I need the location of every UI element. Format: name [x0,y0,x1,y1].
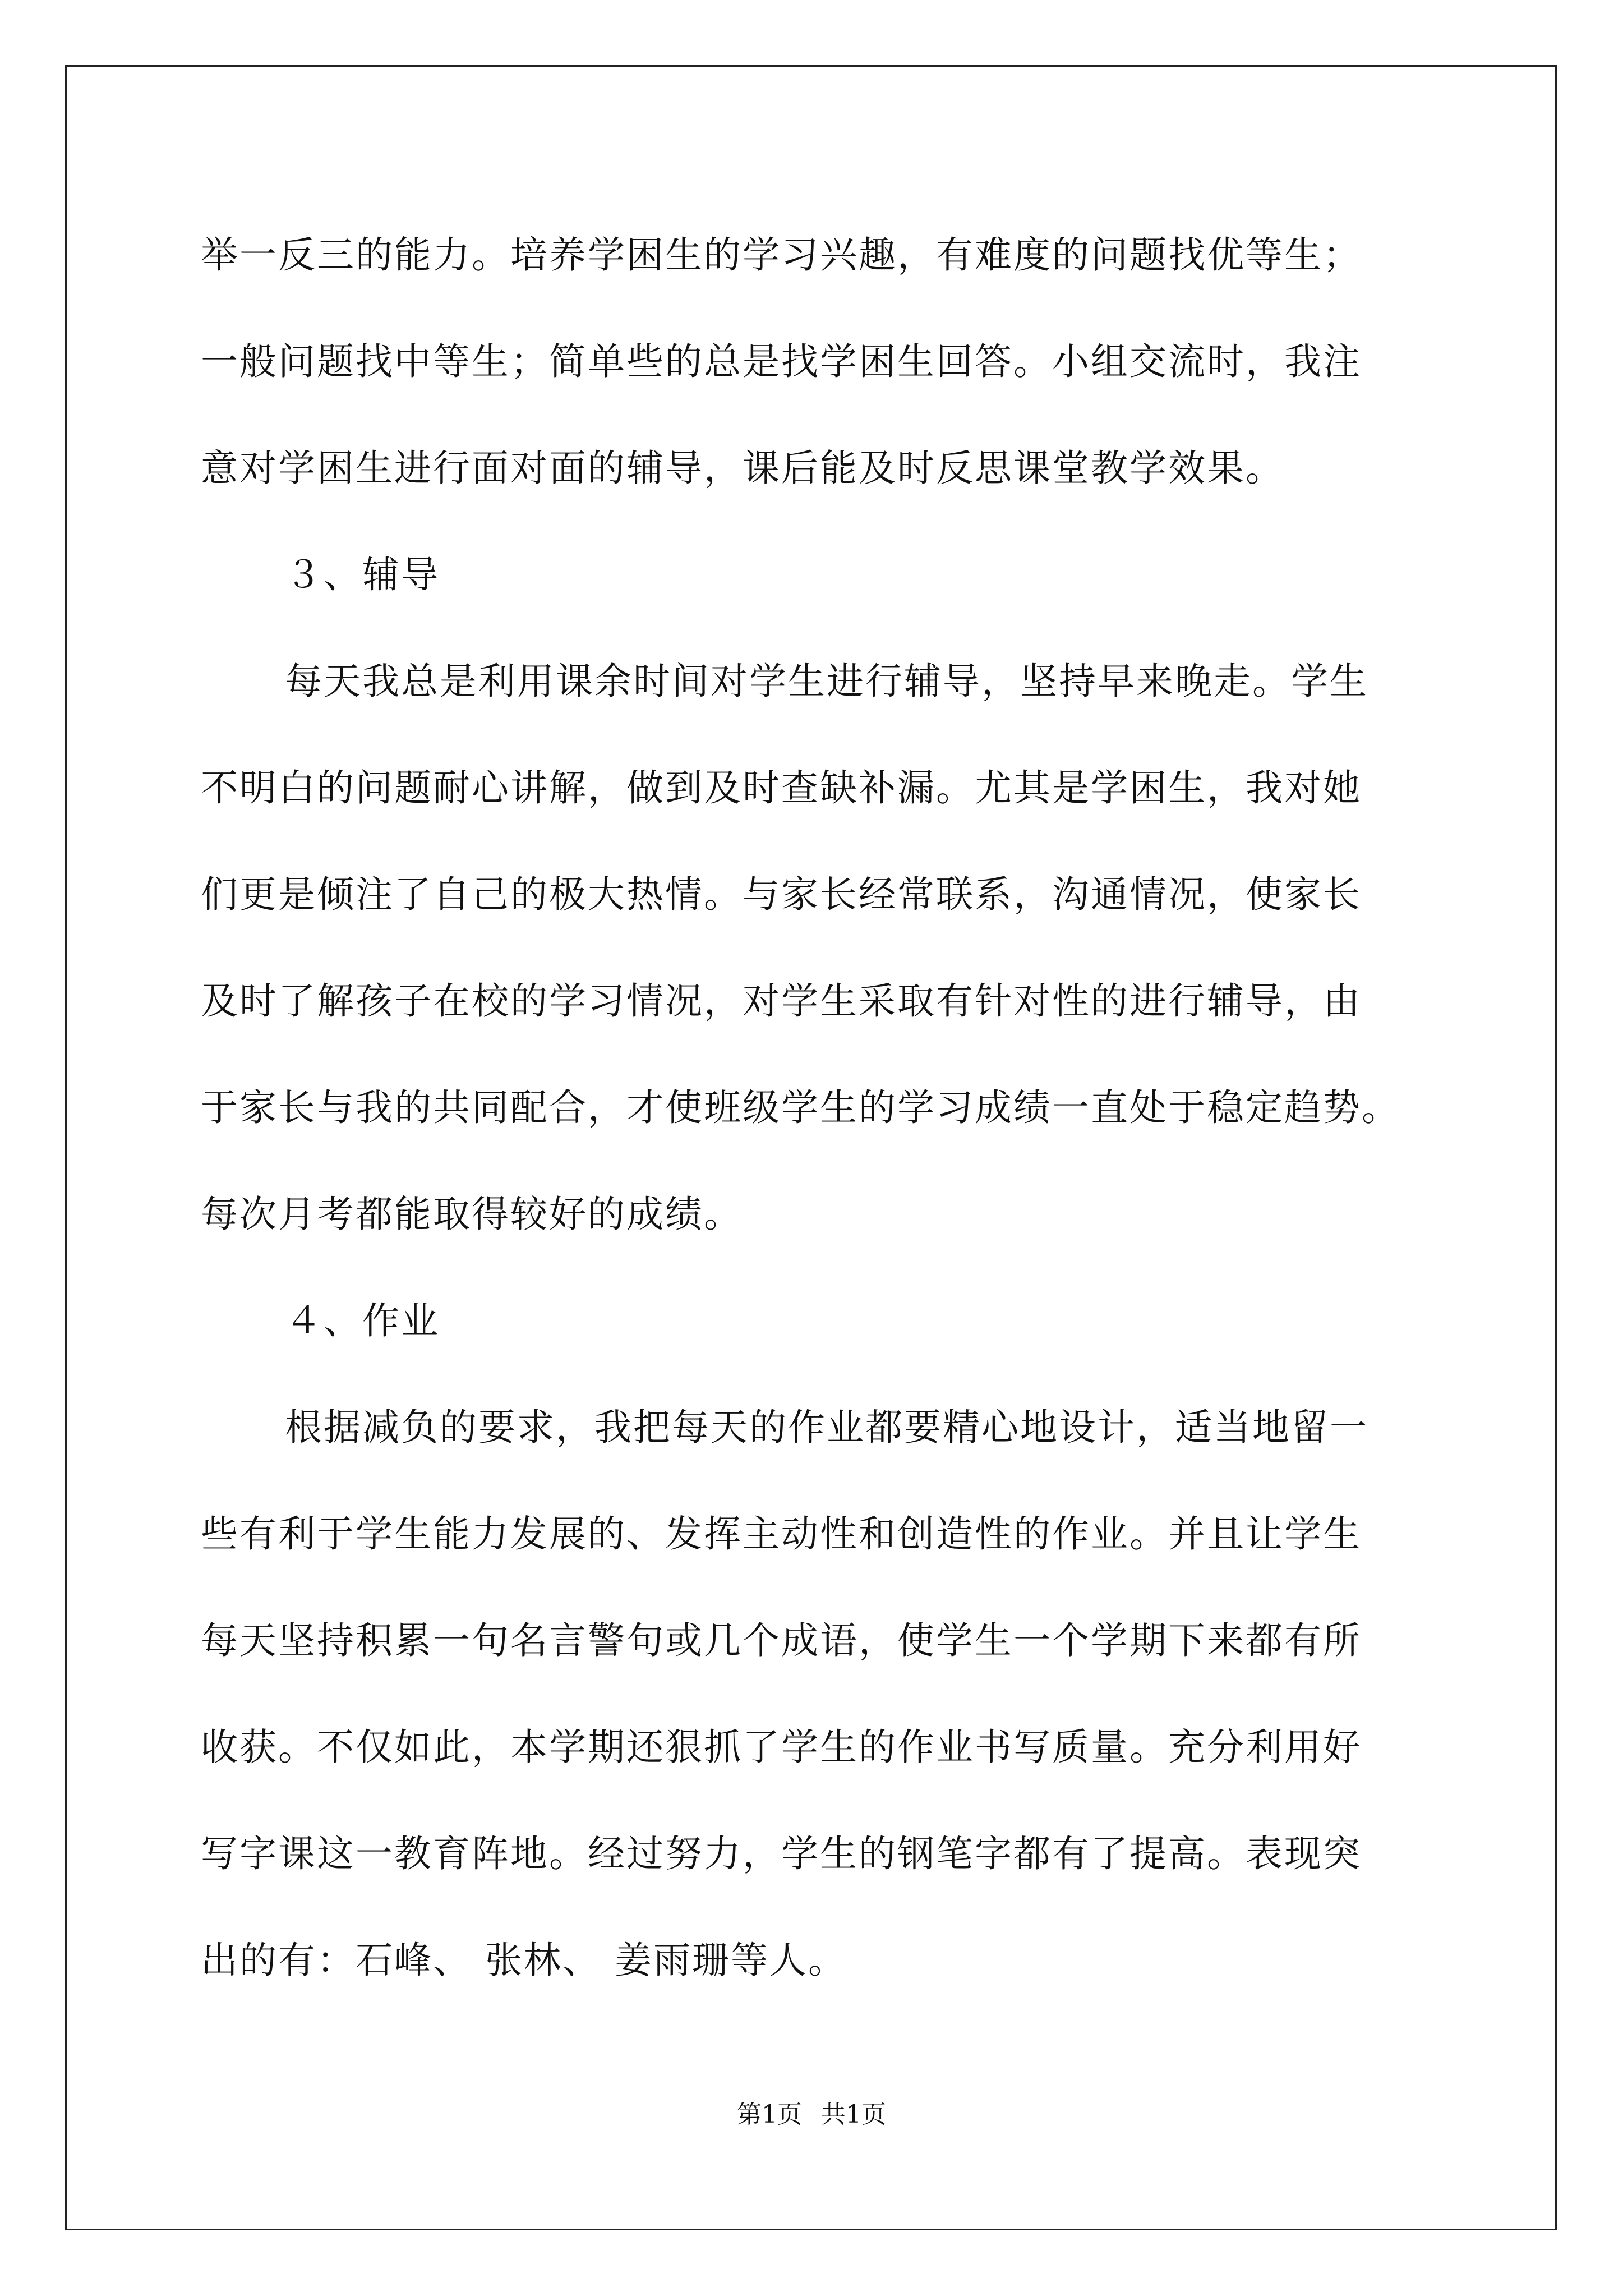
body-line: 于家长与我的共同配合，才使班级学生的学习成绩一直处于稳定趋势。 [201,1086,1400,1129]
section-heading-tutoring: ３、辅导 [285,553,440,596]
body-line: 写字课这一教育阵地。经过努力，学生的钢笔字都有了提高。表现突 [201,1832,1362,1875]
body-line: 不明白的问题耐心讲解，做到及时查缺补漏。尤其是学困生，我对她 [201,766,1362,809]
page-number: 第1页 [737,2100,802,2129]
body-line: 们更是倾注了自己的极大热情。与家长经常联系，沟通情况，使家长 [201,873,1362,916]
section-heading-homework: ４、作业 [285,1299,440,1342]
body-line: 每天我总是利用课余时间对学生进行辅导，坚持早来晚走。学生 [285,660,1368,703]
body-line: 出的有：石峰、 张林、 姜雨珊等人。 [201,1939,847,1982]
body-line: 每天坚持积累一句名言警句或几个成语，使学生一个学期下来都有所 [201,1619,1362,1662]
page-total: 共1页 [821,2100,886,2129]
page-footer [0,2098,1623,2132]
body-line: 根据减负的要求，我把每天的作业都要精心地设计，适当地留一 [285,1406,1368,1449]
body-line: 些有利于学生能力发展的、发挥主动性和创造性的作业。并且让学生 [201,1512,1362,1556]
body-line: 收获。不仅如此，本学期还狠抓了学生的作业书写质量。充分利用好 [201,1726,1362,1769]
body-line: 每次月考都能取得较好的成绩。 [201,1193,743,1236]
body-line: 举一反三的能力。培养学困生的学习兴趣，有难度的问题找优等生； [201,233,1362,277]
body-line: 一般问题找中等生；简单些的总是找学困生回答。小组交流时，我注 [201,340,1362,383]
document-body [201,202,1468,2014]
body-line: 及时了解孩子在校的学习情况，对学生采取有针对性的进行辅导，由 [201,979,1362,1023]
body-line: 意对学困生进行面对面的辅导，课后能及时反思课堂教学效果。 [201,447,1284,490]
